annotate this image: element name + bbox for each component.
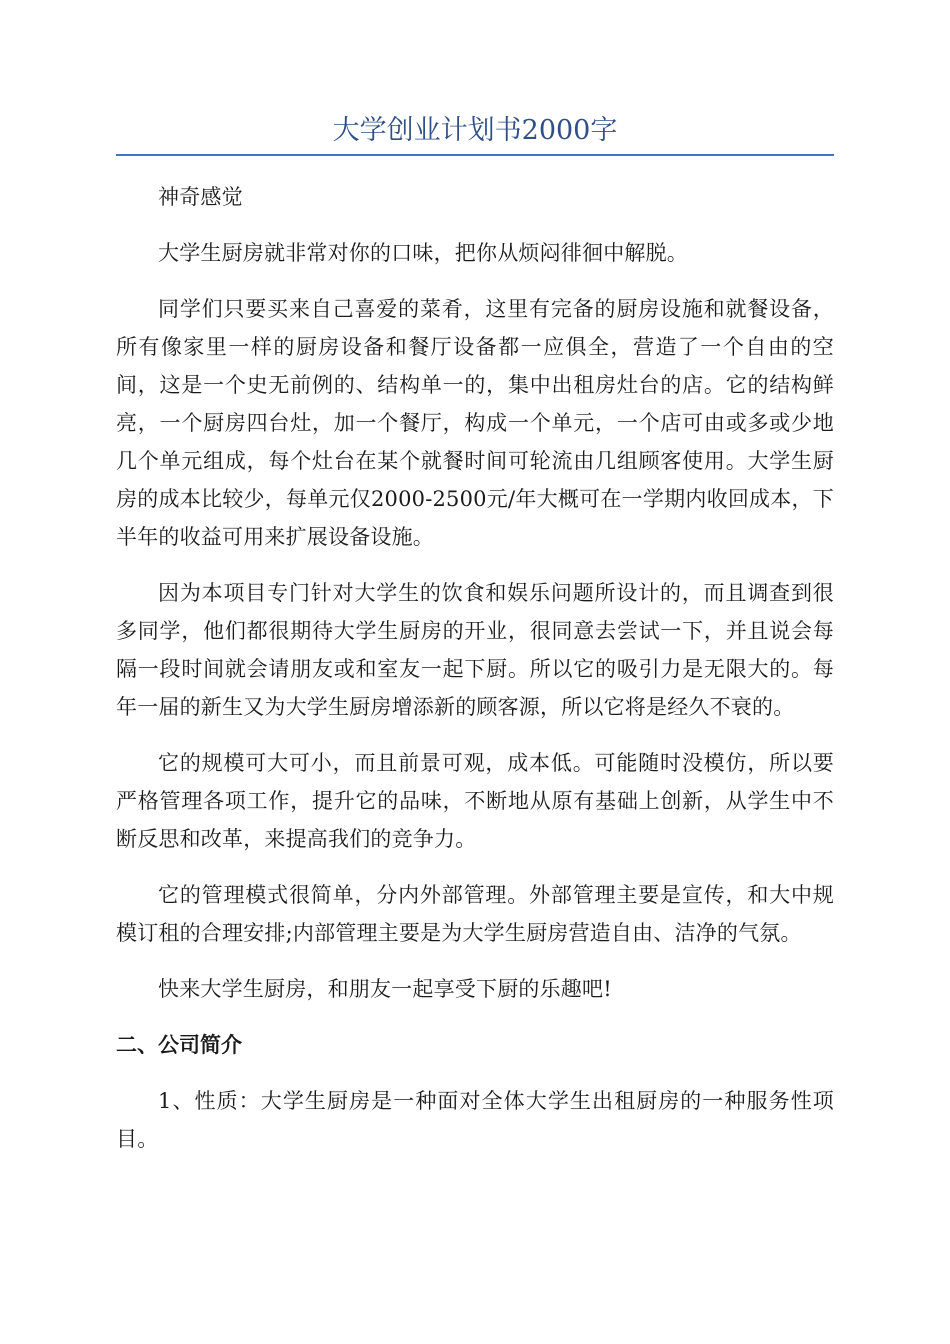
section-heading: 二、公司简介 [116, 1032, 242, 1057]
paragraph: 1、性质：大学生厨房是一种面对全体大学生出租厨房的一种服务性项目。 [116, 1089, 834, 1151]
paragraph: 因为本项目专门针对大学生的饮食和娱乐问题所设计的，而且调查到很多同学，他们都很期待大学生厨房的开业，很同意去尝试一下，并且说会每隔一段时间就会请朋友或和室友一起下厨。所以它的吸引力是无限大的。每年一届的新生又为大学生厨房增添新的顾客源，所以它将是经久不衰的。 [116, 581, 834, 719]
document-body [116, 178, 834, 1158]
paragraph: 同学们只要买来自己喜爱的菜肴，这里有完备的厨房设施和就餐设备，所有像家里一样的厨房设备和餐厅设备都一应俱全，营造了一个自由的空间，这是一个史无前例的、结构单一的，集中出租房灶台的店。它的结构鲜亮，一个厨房四台灶，加一个餐厅，构成一个单元，一个店可由或多或少地几个单元组成，每个灶台在某个就餐时间可轮流由几组顾客使用。大学生厨房的成本比较少，每单元仅2000-2500元/年大概可在一学期内收回成本，下半年的收益可用来扩展设备设施。 [116, 297, 834, 549]
paragraph: 它的管理模式很简单，分内外部管理。外部管理主要是宣传，和大中规模订租的合理安排;内部管理主要是为大学生厨房营造自由、洁净的气氛。 [116, 883, 834, 945]
document-page [116, 108, 834, 1176]
paragraph: 大学生厨房就非常对你的口味，把你从烦闷徘徊中解脱。 [158, 241, 688, 265]
title-underline [116, 154, 834, 156]
paragraph: 它的规模可大可小，而且前景可观，成本低。可能随时没模仿，所以要严格管理各项工作，提升它的品味，不断地从原有基础上创新，从学生中不断反思和改革，来提高我们的竞争力。 [116, 751, 834, 851]
paragraph: 快来大学生厨房，和朋友一起享受下厨的乐趣吧! [158, 977, 612, 1001]
document-title: 大学创业计划书2000字 [332, 115, 618, 146]
paragraph: 神奇感觉 [158, 185, 243, 209]
